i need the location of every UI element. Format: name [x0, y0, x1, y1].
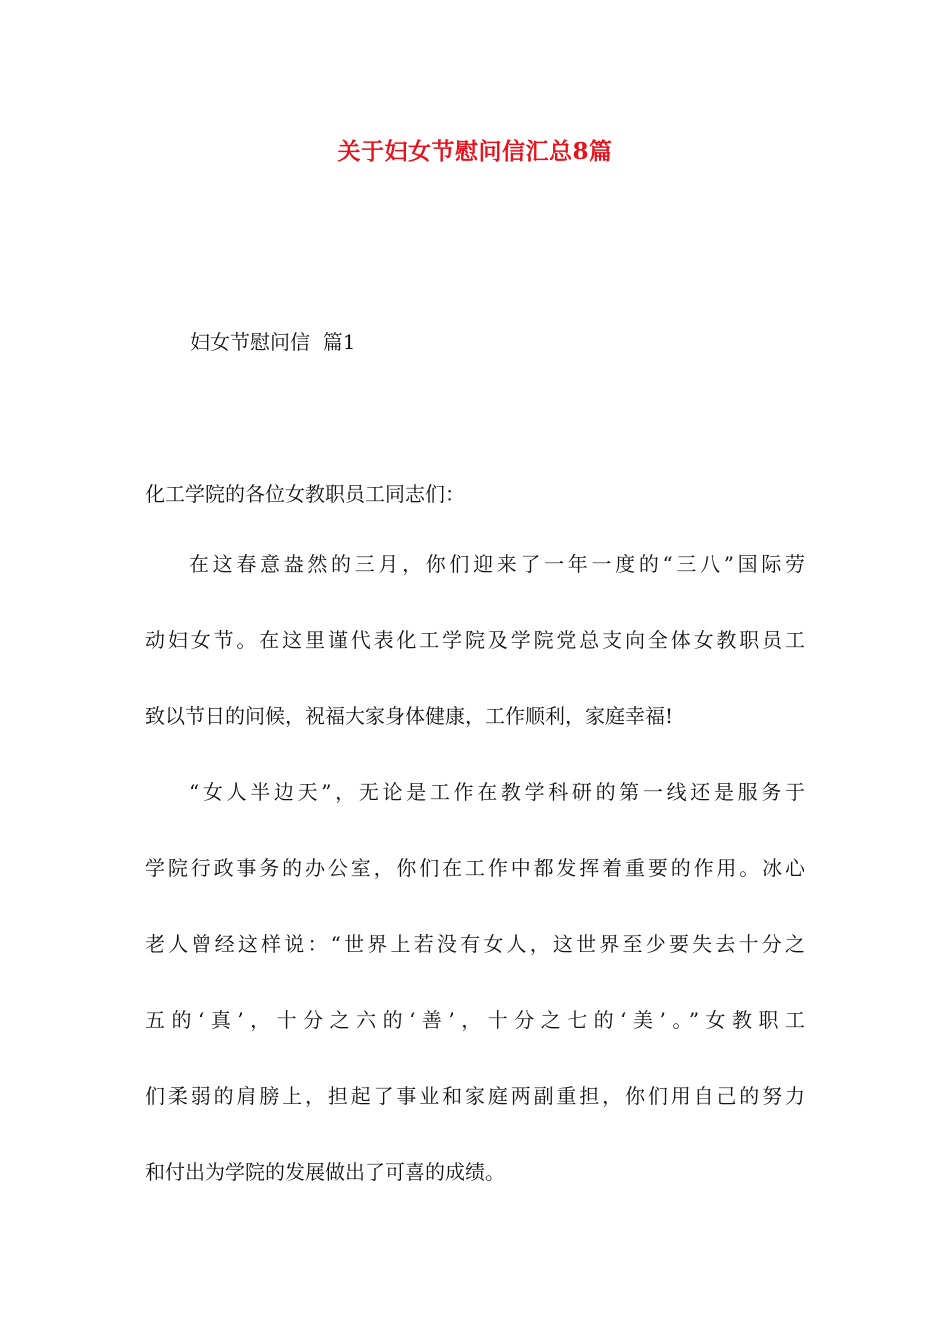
paragraph-2 [145, 754, 805, 1210]
paragraph-line: 动妇女节。在这里谨代表化工学院及学院党总支向全体女教职员工 [145, 628, 805, 652]
paragraph-line: 五的‘真’，十分之六的‘善’，十分之七的‘美’。”女教职工 [145, 1008, 805, 1032]
paragraph-line: 致以节日的问候，祝福大家身体健康，工作顺利，家庭幸福! [145, 704, 674, 728]
paragraph-1 [145, 526, 805, 754]
document-title: 关于妇女节慰问信汇总8篇 [337, 138, 613, 165]
paragraph-line: 们柔弱的肩膀上，担起了事业和家庭两副重担，你们用自己的努力 [145, 1084, 805, 1108]
paragraph-line: 老人曾经这样说：“世界上若没有女人，这世界至少要失去十分之 [145, 932, 805, 956]
paragraph-line: 学院行政事务的办公室，你们在工作中都发挥着重要的作用。冰心 [145, 856, 805, 880]
paragraph-line: 在这春意盎然的三月，你们迎来了一年一度的“三八”国际劳 [189, 552, 805, 576]
paragraph-line: 和付出为学院的发展做出了可喜的成绩。 [145, 1160, 505, 1184]
paragraph-line: “女人半边天”，无论是工作在教学科研的第一线还是服务于 [189, 780, 805, 804]
section-heading: 妇女节慰问信 篇1 [190, 330, 356, 354]
letter-greeting: 化工学院的各位女教职员工同志们： [145, 482, 465, 506]
